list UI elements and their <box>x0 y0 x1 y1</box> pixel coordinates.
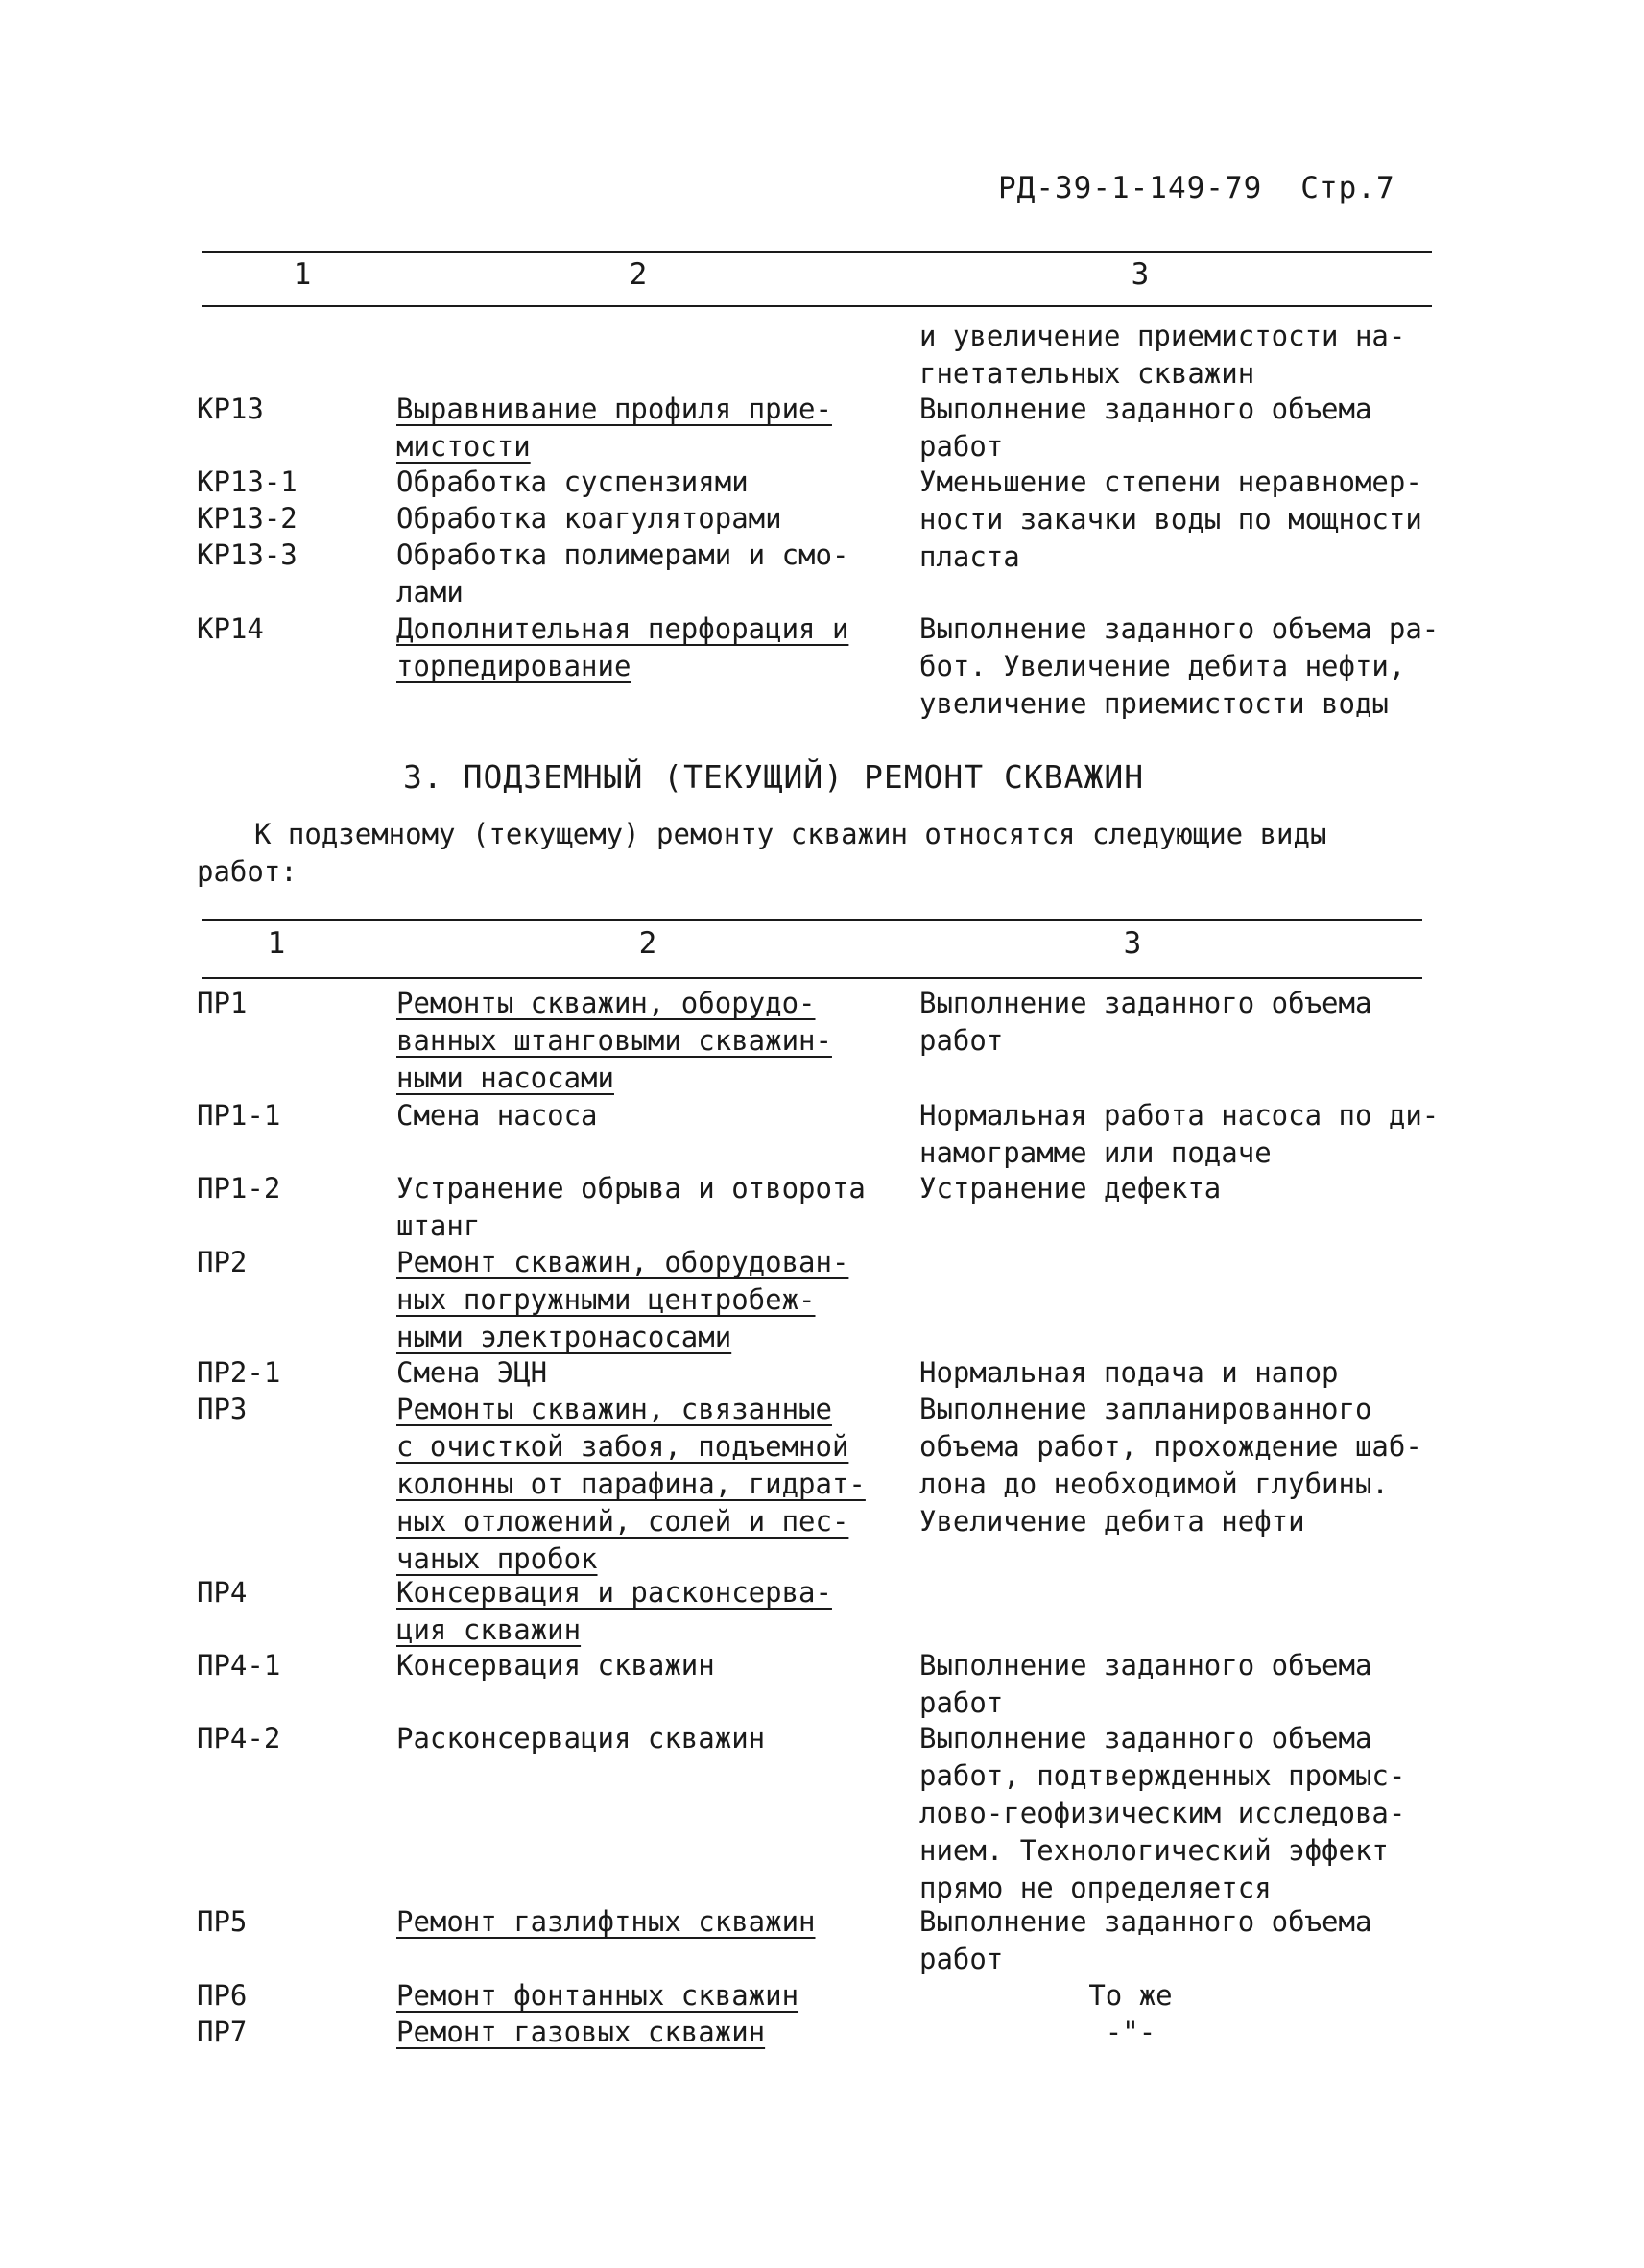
table1-header-rule <box>202 305 1432 307</box>
row-result: Уменьшение степени неравномер- ности закачки воды по мощности пласта <box>919 466 1422 573</box>
row-name: Ремонты скважин, связанные с очисткой забоя, подъемной колонны от парафина, гидрат- ных отложений, солей и пес- чаных пробок <box>396 1393 866 1575</box>
row-name: Обработка коагуляторами <box>396 502 782 535</box>
row-name: Ремонт фонтанных скважин <box>396 1979 799 2012</box>
row-result: Выполнение заданного объема ра- бот. Увеличение дебита нефти, увеличение приемистости воды <box>919 612 1440 720</box>
row-result: и увеличение приемистости на- гнетательных скважин <box>919 320 1406 390</box>
row-name: Смена насоса <box>396 1099 598 1132</box>
page-header <box>998 171 1395 205</box>
row-name: Консервация и расконсерва- ция скважин <box>396 1576 832 1646</box>
table1-top-rule <box>202 251 1432 253</box>
row-name: Ремонт газовых скважин <box>396 2016 766 2048</box>
table2-col-3: 3 <box>1123 926 1142 961</box>
row-code: ПР2 <box>197 1246 248 1278</box>
row-code: ПР3 <box>197 1393 248 1425</box>
row-name: Дополнительная перфорация и торпедирование <box>396 612 849 682</box>
table1-col-3: 3 <box>1131 257 1150 292</box>
row-code: КР13-2 <box>197 502 298 535</box>
section-intro-text: К подземному (текущему) ремонту скважин относятся следующие виды работ: <box>197 818 1327 888</box>
row-name: Обработка полимерами и смо- лами <box>396 538 849 609</box>
row-code: ПР1 <box>197 987 248 1019</box>
row-code: КР13-3 <box>197 538 298 571</box>
row-code: ПР1-2 <box>197 1172 281 1205</box>
row-code: ПР4 <box>197 1576 248 1609</box>
table2-col-2: 2 <box>638 926 657 961</box>
row-result: То же <box>1088 1979 1173 2012</box>
row-name: Выравнивание профиля прие- мистости <box>396 393 832 463</box>
section-title: 3. ПОДЗЕМНЫЙ (ТЕКУЩИЙ) РЕМОНТ СКВАЖИН <box>403 758 1145 796</box>
row-result: Нормальная подача и напор <box>919 1356 1339 1389</box>
row-result: Выполнение заданного объема работ <box>919 987 1372 1057</box>
row-result: -"- <box>1105 2016 1156 2048</box>
row-code: ПР5 <box>197 1905 248 1938</box>
table2-top-rule <box>202 919 1422 921</box>
row-code: КР14 <box>197 612 264 645</box>
row-code: ПР7 <box>197 2016 248 2048</box>
row-code: ПР4-1 <box>197 1649 281 1682</box>
page-number: Стр.7 <box>1300 171 1395 205</box>
row-result: Выполнение заданного объема работ <box>919 1905 1372 1975</box>
row-result: Выполнение запланированного объема работ, прохождение шаб- лона до необходимой глубины. Увеличение дебита нефти <box>919 1393 1422 1538</box>
table2-header-rule <box>202 977 1422 979</box>
row-name: Ремонт скважин, оборудован- ных погружными центробеж- ными электронасосами <box>396 1246 849 1353</box>
row-name: Смена ЭЦН <box>396 1356 548 1389</box>
row-name: Обработка суспензиями <box>396 466 749 498</box>
table1-col-2: 2 <box>629 257 648 292</box>
table1-col-1: 1 <box>293 257 312 292</box>
row-code: ПР6 <box>197 1979 248 2012</box>
row-code: КР13-1 <box>197 466 298 498</box>
table2-col-1: 1 <box>267 926 286 961</box>
row-code: ПР4-2 <box>197 1722 281 1755</box>
row-name: Расконсервация скважин <box>396 1722 766 1755</box>
row-code: ПР2-1 <box>197 1356 281 1389</box>
row-result: Выполнение заданного объема работ <box>919 393 1372 463</box>
row-name: Консервация скважин <box>396 1649 715 1682</box>
row-code: КР13 <box>197 393 264 425</box>
row-result: Выполнение заданного объема работ <box>919 1649 1372 1719</box>
row-name: Устранение обрыва и отворота штанг <box>396 1172 866 1242</box>
document-code: РД-39-1-149-79 <box>998 171 1263 205</box>
row-result: Выполнение заданного объема работ, подтвержденных промыс- лово-геофизическим исследова- нием. Технологический эффект прямо не определяется <box>919 1722 1406 1904</box>
row-name: Ремонты скважин, оборудо- ванных штанговыми скважин- ными насосами <box>396 987 832 1094</box>
row-result: Нормальная работа насоса по ди- намограмме или подаче <box>919 1099 1440 1169</box>
section-intro <box>197 816 1444 891</box>
row-name: Ремонт газлифтных скважин <box>396 1905 816 1938</box>
row-code: ПР1-1 <box>197 1099 281 1132</box>
row-result: Устранение дефекта <box>919 1172 1222 1205</box>
